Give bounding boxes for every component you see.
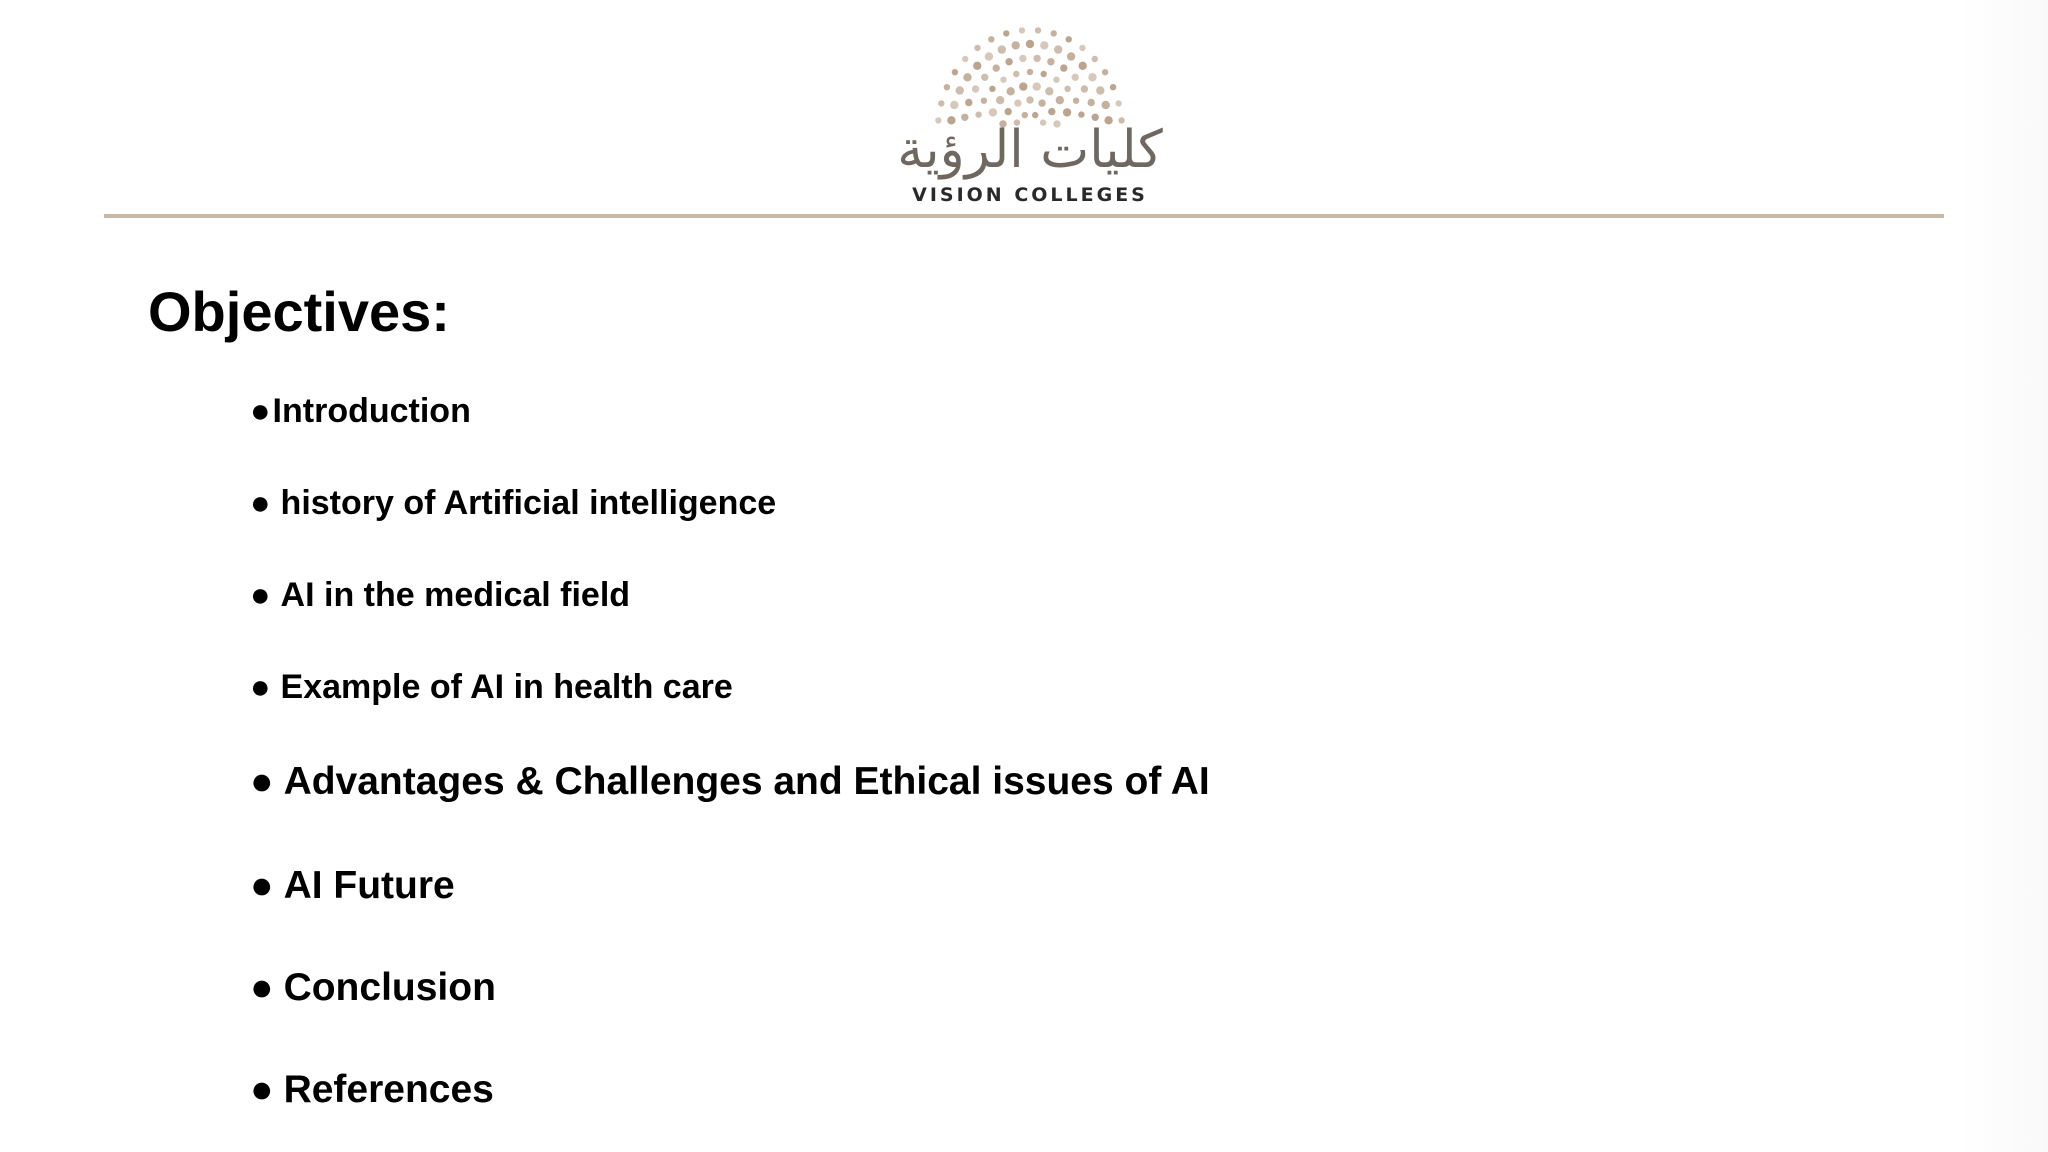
logo-dot <box>1000 77 1006 83</box>
logo-dot <box>1045 87 1053 95</box>
logo-dot <box>1064 86 1070 92</box>
bullet-icon: ● <box>250 966 274 1009</box>
logo-dot <box>1033 55 1040 62</box>
objective-label: Advantages & Challenges and Ethical issues of AI <box>283 760 1210 803</box>
bullet-icon: ● <box>250 392 271 430</box>
logo-dot <box>1007 87 1015 95</box>
bullet-icon: ● <box>250 484 271 522</box>
logo-dot <box>1027 69 1033 75</box>
logo-dot <box>1060 64 1067 71</box>
logo-dot <box>1051 30 1057 36</box>
logo-dot <box>1067 52 1075 60</box>
objective-label: Example of AI in health care <box>280 668 733 706</box>
logo-dot <box>944 84 950 90</box>
logo-dot <box>1026 40 1034 48</box>
logo-dot <box>1019 82 1027 90</box>
logo-dot <box>1116 100 1122 106</box>
logo-dot <box>952 69 958 75</box>
objective-item-conclusion <box>250 966 496 1010</box>
bullet-icon: ● <box>250 576 271 614</box>
logo-dot <box>938 100 944 106</box>
logo-dot-emblem <box>880 12 1180 212</box>
logo-dot <box>1032 112 1038 118</box>
logo-dot <box>1012 41 1020 49</box>
objective-label: Introduction <box>272 392 471 430</box>
logo-dot <box>950 101 958 109</box>
logo-dot <box>981 74 988 81</box>
logo-dot <box>962 56 968 62</box>
objective-item-introduction <box>250 392 471 431</box>
logo-dot <box>1014 99 1021 106</box>
logo-dot <box>1073 98 1079 104</box>
objective-item-ai-future <box>250 864 455 908</box>
objective-item-references <box>250 1068 494 1112</box>
logo-dot <box>965 99 972 106</box>
logo-dot <box>1041 71 1047 77</box>
logo-dot <box>974 45 980 51</box>
objective-label: AI Future <box>283 864 455 907</box>
logo-dot <box>989 108 997 116</box>
slide-edge-shade <box>1958 0 2048 1152</box>
logo-dot <box>985 52 993 60</box>
logo-dot <box>1088 73 1096 81</box>
logo-dot <box>1066 36 1072 42</box>
bullet-icon: ● <box>250 760 274 803</box>
logo-dot <box>993 64 1000 71</box>
logo-dot <box>998 45 1006 53</box>
bullet-icon: ● <box>250 1068 274 1111</box>
logo-dot <box>1072 74 1079 81</box>
bullet-icon: ● <box>250 668 271 706</box>
logo-dot <box>973 62 981 70</box>
logo-dot <box>1096 86 1104 94</box>
logo-dot <box>989 86 995 92</box>
logo-dot <box>1110 84 1116 90</box>
logo-dot <box>1003 30 1009 36</box>
logo-dot <box>1081 85 1088 92</box>
logo-dot <box>975 111 981 117</box>
objective-label: history of Artificial intelligence <box>280 484 777 522</box>
logo-dot <box>1019 27 1025 33</box>
logo-dot <box>1019 55 1026 62</box>
logo-dot <box>972 85 979 92</box>
logo-dot <box>1013 71 1019 77</box>
logo-dot <box>1033 82 1041 90</box>
logo-english-name: VISION COLLEGES <box>912 184 1148 206</box>
logo-dot <box>1053 77 1059 83</box>
logo-dot <box>1022 112 1028 118</box>
logo-dot <box>1048 108 1055 115</box>
logo-dot <box>981 98 987 104</box>
logo-dot <box>1092 56 1098 62</box>
logo-dot <box>1005 108 1012 115</box>
objective-label: Conclusion <box>283 966 496 1009</box>
objective-item-medical-field <box>250 576 630 615</box>
bullet-icon: ● <box>250 864 274 907</box>
logo-dot <box>1038 99 1045 106</box>
logo-dot <box>1079 45 1085 51</box>
objective-label: References <box>283 1068 494 1111</box>
header-divider <box>104 214 1944 218</box>
vision-colleges-logo <box>880 12 1180 212</box>
objective-item-history <box>250 484 776 523</box>
logo-dot <box>1040 41 1048 49</box>
logo-dot <box>1054 45 1062 53</box>
logo-dot <box>1088 99 1095 106</box>
slide-title: Objectives: <box>148 280 450 343</box>
logo-dot <box>1056 96 1064 104</box>
logo-dot <box>1102 101 1110 109</box>
logo-dot <box>1047 58 1054 65</box>
logo-dot <box>1063 108 1071 116</box>
objective-item-advantages-challenges <box>250 760 1210 804</box>
logo-dot <box>1102 69 1108 75</box>
logo-dot <box>1078 111 1084 117</box>
logo-dot <box>1035 27 1041 33</box>
logo-dot <box>988 36 994 42</box>
logo-dot <box>1026 96 1033 103</box>
objective-item-health-care-example <box>250 668 733 707</box>
objective-label: AI in the medical field <box>280 576 631 614</box>
logo-dot <box>963 73 971 81</box>
logo-dot <box>956 86 964 94</box>
logo-arabic-name: كليات الرؤية <box>897 120 1163 180</box>
logo-dot <box>1079 62 1087 70</box>
logo-dot <box>1005 58 1012 65</box>
logo-dot <box>996 96 1004 104</box>
